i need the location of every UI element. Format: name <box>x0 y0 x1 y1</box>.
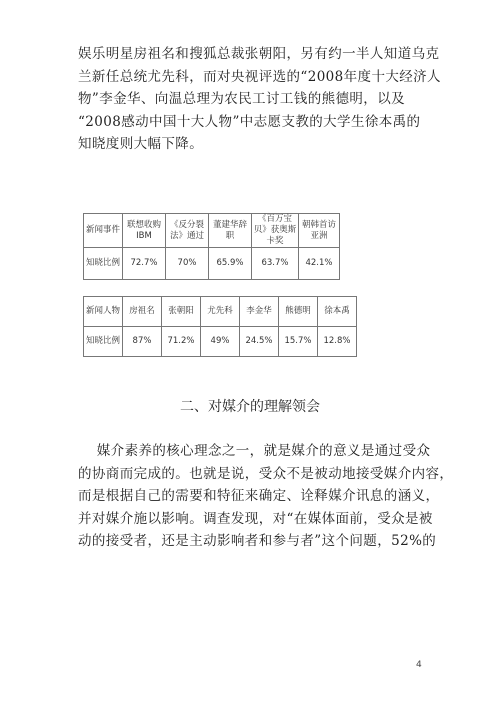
text-line: 知晓度则大幅下降。 <box>78 136 204 152</box>
table-cell: 49% <box>201 327 240 357</box>
text-line: 媒介素养的核心理念之一，就是媒介的意义是通过受众 <box>78 443 431 459</box>
table-cell: 张朝阳 <box>162 297 201 327</box>
body-paragraph <box>78 440 454 553</box>
text-line: 兰新任总统尤先科，而对央视评选的“2008年度十大经济人 <box>78 68 441 85</box>
table-cell: 12.8% <box>318 327 357 357</box>
table-cell: 70% <box>166 248 209 280</box>
table-cell: 65.9% <box>209 248 252 280</box>
table-cell: 42.1% <box>299 248 340 280</box>
table-row <box>84 248 340 280</box>
page-number: 4 <box>416 660 422 670</box>
table-row <box>84 327 357 357</box>
text-line: “2008感动中国十大人物”中志愿支教的大学生徐本禹的 <box>78 113 421 130</box>
table-cell: 《百万宝贝》获奥斯卡奖 <box>252 214 299 248</box>
table-cell: 71.2% <box>162 327 201 357</box>
table-cell: 新闻事件 <box>84 214 123 248</box>
table-cell: 《反分裂法》通过 <box>166 214 209 248</box>
table-cell: 63.7% <box>252 248 299 280</box>
text-line: 动的接受者，还是主动影响者和参与者”这个问题，52%的 <box>78 533 437 549</box>
section-heading: 二、对媒介的理解领会 <box>180 399 320 415</box>
table-cell: 李金华 <box>240 297 279 327</box>
table-cell: 知晓比例 <box>84 248 123 280</box>
text-line: 的协商而完成的。也就是说，受众不是被动地接受媒介内容， <box>78 465 454 482</box>
table-cell: 15.7% <box>279 327 318 357</box>
news-event-awareness-table <box>83 213 340 280</box>
table-cell: 72.7% <box>123 248 166 280</box>
intro-paragraph <box>78 43 441 156</box>
text-line: 物”李金华、向温总理为农民工讨工钱的熊德明，以及 <box>78 91 406 107</box>
news-person-awareness-table <box>83 296 357 357</box>
text-line: 娱乐明星房祖名和搜狐总裁张朝阳，另有约一半人知道乌克 <box>78 46 440 62</box>
table-cell: 知晓比例 <box>84 327 123 357</box>
table-header-row <box>84 214 340 248</box>
table-cell: 熊德明 <box>279 297 318 327</box>
table-cell: 徐本禹 <box>318 297 357 327</box>
table-cell: 新闻人物 <box>84 297 123 327</box>
table-cell: 朝韩首访亚洲 <box>299 214 340 248</box>
text-line: 而是根据自己的需要和特征来确定、诠释媒介讯息的涵义， <box>78 488 440 504</box>
table-cell: 24.5% <box>240 327 279 357</box>
table-cell: 房祖名 <box>123 297 162 327</box>
text-line: 并对媒介施以影响。调查发现，对“在媒体面前，受众是被 <box>78 510 433 527</box>
table-cell: 87% <box>123 327 162 357</box>
table-header-row <box>84 297 357 327</box>
table-cell: 董建华辞职 <box>209 214 252 248</box>
table-cell: 尤先科 <box>201 297 240 327</box>
table-cell: 联想收购IBM <box>123 214 166 248</box>
